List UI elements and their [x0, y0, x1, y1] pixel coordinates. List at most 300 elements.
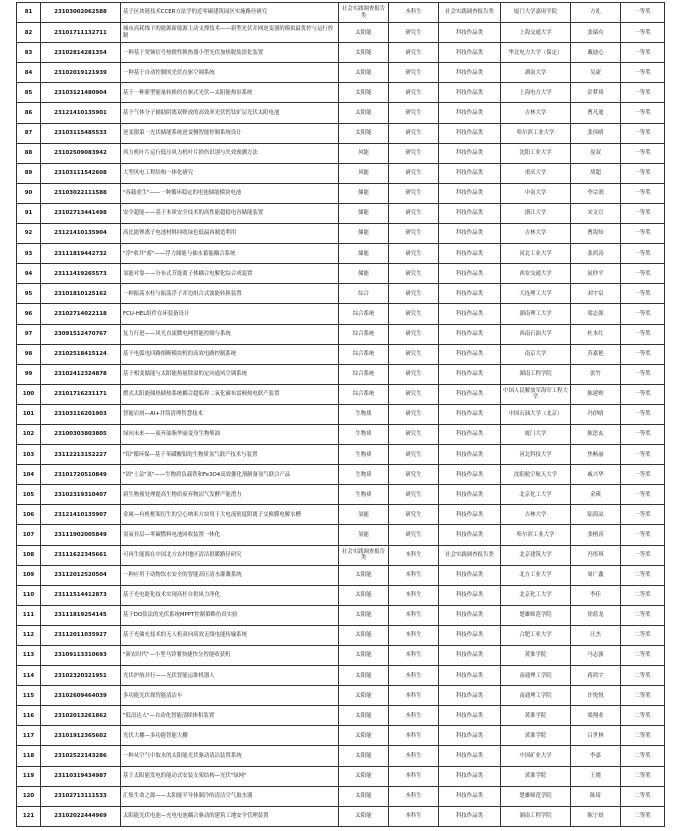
table-row [17, 404, 665, 424]
project-title: 基于光储充技术的无人机双向高效无线电能传输系统 [121, 625, 339, 645]
school-name: 中国人民解放军海军工程大学 [501, 384, 571, 404]
category: 综合系统 [339, 324, 389, 344]
school-name: 中国石油大学（北京） [501, 404, 571, 424]
student-level: 本科生 [389, 565, 439, 585]
table-row [17, 485, 665, 505]
leader-name: 蒋鸿宇 [571, 666, 621, 686]
table-row [17, 646, 665, 666]
table-row [17, 264, 665, 284]
prize-level: 一等奖 [621, 143, 665, 163]
school-name: 湖南大学 [501, 63, 571, 83]
project-title: "固"土益"氢"——生物质负载铁和Fe3O4高效催化剂制备氢气联合产品 [121, 465, 339, 485]
row-number: 89 [17, 163, 41, 183]
award-table-body [17, 3, 665, 827]
row-number: 107 [17, 525, 41, 545]
leader-name: 陈宁晨 [571, 806, 621, 826]
category: 综合系统 [339, 304, 389, 324]
school-name: 楚雄师范学院 [501, 605, 571, 625]
leader-name: 周广鑫 [571, 565, 621, 585]
school-name: 厦门大学 [501, 424, 571, 444]
project-title: 城市高耗线下的能源新能源主动支撑技术——新型光伏并网逆变器的模拟最优控与运行控制 [121, 23, 339, 43]
work-type: 科技作品类 [439, 686, 501, 706]
entry-id: 23111514412873 [41, 585, 121, 605]
row-number: 90 [17, 183, 41, 203]
entry-id: 23111902005849 [41, 525, 121, 545]
work-type: 科技作品类 [439, 344, 501, 364]
project-title: 基于电弧电回路熔断模块机的高效电路控制系统 [121, 344, 339, 364]
entry-id: 23111419265573 [41, 264, 121, 284]
entry-id: 23112012520504 [41, 565, 121, 585]
school-name: 大连理工大学 [501, 284, 571, 304]
prize-level: 一等奖 [621, 203, 665, 223]
prize-level: 二等奖 [621, 605, 665, 625]
category: 储能 [339, 183, 389, 203]
row-number: 113 [17, 646, 41, 666]
school-name: 湖南工程学院 [501, 806, 571, 826]
category: 储能 [339, 244, 389, 264]
work-type: 科技作品类 [439, 485, 501, 505]
work-type: 科技作品类 [439, 244, 501, 264]
entry-id: 23101720510849 [41, 465, 121, 485]
table-row [17, 23, 665, 43]
school-name: 楚雄师范学院 [501, 786, 571, 806]
student-level: 研究生 [389, 465, 439, 485]
table-row [17, 666, 665, 686]
leader-name: 冯彤琪 [571, 545, 621, 565]
entry-id: 23111622345661 [41, 545, 121, 565]
leader-name: 许悦悦 [571, 686, 621, 706]
row-number: 111 [17, 605, 41, 625]
student-level: 研究生 [389, 364, 439, 384]
school-name: 上海电力大学 [501, 83, 571, 103]
row-number: 92 [17, 224, 41, 244]
category: 太阳能 [339, 103, 389, 123]
school-name: 河北工业大学 [501, 244, 571, 264]
row-number: 81 [17, 3, 41, 23]
student-level: 本科生 [389, 726, 439, 746]
student-level: 研究生 [389, 344, 439, 364]
work-type: 科技作品类 [439, 224, 501, 244]
student-level: 本科生 [389, 806, 439, 826]
project-title: 高比能锂离子电池材料回收绿色低温再制造利用 [121, 224, 339, 244]
school-name: 华北电力大学（保定） [501, 43, 571, 63]
entry-id: 23102713441498 [41, 203, 121, 223]
leader-name: 张鸿涛 [571, 244, 621, 264]
student-level: 本科生 [389, 646, 439, 666]
project-title: 一种振荡水柱与振荡浮子并边组合式波能转换装置 [121, 284, 339, 304]
prize-level: 二等奖 [621, 786, 665, 806]
work-type: 科技作品类 [439, 143, 501, 163]
category: 风能 [339, 163, 389, 183]
leader-name: 陈思玄 [571, 424, 621, 444]
student-level: 本科生 [389, 686, 439, 706]
work-type: 科技作品类 [439, 465, 501, 485]
leader-name: 吴豪 [571, 63, 621, 83]
leader-name: 屈仲平 [571, 264, 621, 284]
prize-level: 一等奖 [621, 284, 665, 304]
entry-id: 23102714022118 [41, 304, 121, 324]
leader-name: 梁志强 [571, 304, 621, 324]
category: 太阳能 [339, 686, 389, 706]
row-number: 108 [17, 545, 41, 565]
prize-level: 一等奖 [621, 545, 665, 565]
project-title: 可再生能源在中国北方农村地区清洁供暖路径研究 [121, 545, 339, 565]
entry-id: 23102509083942 [41, 143, 121, 163]
student-level: 本科生 [389, 746, 439, 766]
table-row [17, 244, 665, 264]
row-number: 97 [17, 324, 41, 344]
leader-name: 李佳 [571, 585, 621, 605]
row-number: 82 [17, 23, 41, 43]
category: 太阳能 [339, 565, 389, 585]
entry-id: 23102518415124 [41, 344, 121, 364]
project-title: "浮"收并"蓄"——浮力储能与抽水蓄能耦合系统 [121, 244, 339, 264]
student-level: 研究生 [389, 485, 439, 505]
school-name: 哈尔滨工业大学 [501, 525, 571, 545]
leader-name: 原双 [571, 143, 621, 163]
work-type: 社会实践调查报告类 [439, 3, 501, 23]
entry-id: 23102320321951 [41, 666, 121, 686]
student-level: 研究生 [389, 183, 439, 203]
table-row [17, 83, 665, 103]
row-number: 93 [17, 244, 41, 264]
entry-id: 23101711132711 [41, 23, 121, 43]
project-title: 一种基于自动控制的光伏直驱空调系统 [121, 63, 339, 83]
row-number: 120 [17, 786, 41, 806]
student-level: 本科生 [389, 585, 439, 605]
category: 综合系统 [339, 384, 389, 404]
school-name: 西安交通大学 [501, 264, 571, 284]
entry-id: 23091512470767 [41, 324, 121, 344]
work-type: 科技作品类 [439, 605, 501, 625]
category: 太阳能 [339, 806, 389, 826]
row-number: 115 [17, 686, 41, 706]
entry-id: 23103121480904 [41, 83, 121, 103]
table-row [17, 585, 665, 605]
award-table [16, 2, 665, 827]
category: 太阳能 [339, 646, 389, 666]
prize-level: 一等奖 [621, 103, 665, 123]
prize-level: 二等奖 [621, 726, 665, 746]
work-type: 科技作品类 [439, 585, 501, 605]
work-type: 科技作品类 [439, 43, 501, 63]
entry-id: 23121410135907 [41, 505, 121, 525]
prize-level: 一等奖 [621, 304, 665, 324]
entry-id: 23102522143286 [41, 746, 121, 766]
student-level: 研究生 [389, 143, 439, 163]
category: 太阳能 [339, 23, 389, 43]
table-row [17, 103, 665, 123]
entry-id: 23101716231171 [41, 384, 121, 404]
work-type: 科技作品类 [439, 565, 501, 585]
school-name: 沈阳工业大学 [501, 143, 571, 163]
category: 太阳能 [339, 585, 389, 605]
school-name: 重庆大学 [501, 163, 571, 183]
row-number: 119 [17, 766, 41, 786]
school-name: 吉林大学 [501, 103, 571, 123]
leader-name: 张伟晴 [571, 123, 621, 143]
table-row [17, 424, 665, 444]
prize-level: 一等奖 [621, 344, 665, 364]
category: 太阳能 [339, 123, 389, 143]
student-level: 本科生 [389, 666, 439, 686]
category: 储能 [339, 203, 389, 223]
student-level: 研究生 [389, 43, 439, 63]
project-title: 复力行进——风光直流微电网智能控制与系统 [121, 324, 339, 344]
leader-name: 张瑞有 [571, 23, 621, 43]
work-type: 科技作品类 [439, 445, 501, 465]
school-name: 南通理工学院 [501, 666, 571, 686]
category: 太阳能 [339, 766, 389, 786]
entry-id: 23101810125162 [41, 284, 121, 304]
student-level: 本科生 [389, 605, 439, 625]
leader-name: 戴迪心 [571, 43, 621, 63]
row-number: 106 [17, 505, 41, 525]
project-title: 基于区块链技术CCER方法学的近零碳建筑园区实施路径研究 [121, 3, 339, 23]
student-level: 本科生 [389, 786, 439, 806]
student-level: 研究生 [389, 224, 439, 244]
row-number: 100 [17, 384, 41, 404]
school-name: 中国矿业大学 [501, 746, 571, 766]
work-type: 社会实践调查报告类 [439, 545, 501, 565]
category: 太阳能 [339, 706, 389, 726]
leader-name: 彭梦琦 [571, 83, 621, 103]
table-row [17, 284, 665, 304]
student-level: 本科生 [389, 545, 439, 565]
school-name: 厦门大学嘉庚学院 [501, 3, 571, 23]
school-name: 吉林大学 [501, 224, 571, 244]
table-row [17, 123, 665, 143]
work-type: 科技作品类 [439, 646, 501, 666]
student-level: 研究生 [389, 203, 439, 223]
category: 储能 [339, 224, 389, 244]
prize-level: 二等奖 [621, 746, 665, 766]
table-row [17, 505, 665, 525]
student-level: 研究生 [389, 525, 439, 545]
student-level: 研究生 [389, 404, 439, 424]
row-number: 116 [17, 706, 41, 726]
entry-id: 23111819254145 [41, 605, 121, 625]
category: 生物质 [339, 465, 389, 485]
table-row [17, 786, 665, 806]
category: 太阳能 [339, 83, 389, 103]
leader-name: 汪杰 [571, 625, 621, 645]
work-type: 科技作品类 [439, 123, 501, 143]
school-name: 北京化工大学 [501, 485, 571, 505]
prize-level: 一等奖 [621, 224, 665, 244]
row-number: 94 [17, 264, 41, 284]
table-row [17, 324, 665, 344]
category: 储能 [339, 264, 389, 284]
leader-name: 方礼 [571, 3, 621, 23]
row-number: 121 [17, 806, 41, 826]
school-name: 黄淮学院 [501, 706, 571, 726]
row-number: 98 [17, 344, 41, 364]
category: 生物质 [339, 424, 389, 444]
row-number: 88 [17, 143, 41, 163]
school-name: 哈尔滨工业大学 [501, 123, 571, 143]
leader-name: 张竹 [571, 364, 621, 384]
project-title: 基于一种新型能量转换的直驱式光伏—太阳能热泵系统 [121, 83, 339, 103]
school-name: 北京化工大学 [501, 585, 571, 605]
category: 综合系统 [339, 344, 389, 364]
category: 太阳能 [339, 786, 389, 806]
prize-level: 一等奖 [621, 465, 665, 485]
leader-name: 冯伊晴 [571, 404, 621, 424]
school-name: 黄淮学院 [501, 646, 571, 666]
table-row [17, 143, 665, 163]
row-number: 99 [17, 364, 41, 384]
category: 综合 [339, 284, 389, 304]
school-name: 北京建筑大学 [501, 545, 571, 565]
prize-level: 一等奖 [621, 264, 665, 284]
table-row [17, 364, 665, 384]
work-type: 科技作品类 [439, 284, 501, 304]
student-level: 研究生 [389, 384, 439, 404]
entry-id: 23102412324878 [41, 364, 121, 384]
table-row [17, 224, 665, 244]
work-type: 科技作品类 [439, 746, 501, 766]
student-level: 研究生 [389, 505, 439, 525]
row-number: 96 [17, 304, 41, 324]
prize-level: 一等奖 [621, 485, 665, 505]
entry-id: 23103116201903 [41, 404, 121, 424]
row-number: 104 [17, 465, 41, 485]
student-level: 本科生 [389, 766, 439, 786]
row-number: 91 [17, 203, 41, 223]
entry-id: 23102713111533 [41, 786, 121, 806]
row-number: 112 [17, 625, 41, 645]
project-title: "容载重生"——一种循环稳定的电池储能模块电池 [121, 183, 339, 203]
entry-id: 23121410135904 [41, 224, 121, 244]
student-level: 研究生 [389, 284, 439, 304]
school-name: 湖南理工大学 [501, 304, 571, 324]
work-type: 科技作品类 [439, 625, 501, 645]
entry-id: 23102022444969 [41, 806, 121, 826]
prize-level: 一等奖 [621, 505, 665, 525]
prize-level: 一等奖 [621, 183, 665, 203]
leader-name: 陆海凉 [571, 505, 621, 525]
entry-id: 23110319434987 [41, 766, 121, 786]
table-row [17, 746, 665, 766]
category: 生物质 [339, 404, 389, 424]
category: 社会实践调查报告类 [339, 545, 389, 565]
school-name: 黄淮学院 [501, 726, 571, 746]
row-number: 101 [17, 404, 41, 424]
leader-name: 张榕涛 [571, 525, 621, 545]
project-title: 光伏大棚—多功能智能大棚 [121, 726, 339, 746]
prize-level: 二等奖 [621, 565, 665, 585]
work-type: 科技作品类 [439, 384, 501, 404]
work-type: 科技作品类 [439, 424, 501, 444]
category: 太阳能 [339, 726, 389, 746]
project-title: 智能岩屑—AI+井筒清理智慧技术 [121, 404, 339, 424]
work-type: 科技作品类 [439, 525, 501, 545]
student-level: 研究生 [389, 83, 439, 103]
student-level: 研究生 [389, 123, 439, 143]
entry-id: 23102013261862 [41, 706, 121, 726]
prize-level: 二等奖 [621, 706, 665, 726]
work-type: 科技作品类 [439, 706, 501, 726]
student-level: 研究生 [389, 163, 439, 183]
leader-name: 马志强 [571, 646, 621, 666]
student-level: 研究生 [389, 304, 439, 324]
entry-id: 23112011035927 [41, 625, 121, 645]
school-name: 黄淮学院 [501, 766, 571, 786]
category: 太阳能 [339, 625, 389, 645]
work-type: 科技作品类 [439, 505, 501, 525]
row-number: 103 [17, 445, 41, 465]
school-name: 合肥工业大学 [501, 625, 571, 645]
table-row [17, 63, 665, 83]
leader-name: 王晓 [571, 766, 621, 786]
work-type: 科技作品类 [439, 203, 501, 223]
row-number: 102 [17, 424, 41, 444]
student-level: 研究生 [389, 324, 439, 344]
work-type: 科技作品类 [439, 766, 501, 786]
school-name: 南通理工学院 [501, 686, 571, 706]
project-title: 基于气体分子辅助阴离双释放的高效率光伏钙钛矿层光伏太阳电池 [121, 103, 339, 123]
category: 太阳能 [339, 43, 389, 63]
table-row [17, 384, 665, 404]
prize-level: 一等奖 [621, 3, 665, 23]
prize-level: 一等奖 [621, 364, 665, 384]
school-name: 北方工业大学 [501, 565, 571, 585]
table-row [17, 3, 665, 23]
work-type: 科技作品类 [439, 183, 501, 203]
table-row [17, 726, 665, 746]
table-row [17, 203, 665, 223]
entry-id: 23111819442732 [41, 244, 121, 264]
student-level: 本科生 [389, 625, 439, 645]
row-number: 84 [17, 63, 41, 83]
leader-name: 曹海知 [571, 224, 621, 244]
row-number: 114 [17, 666, 41, 686]
prize-level: 一等奖 [621, 123, 665, 143]
prize-level: 一等奖 [621, 244, 665, 264]
project-title: 基于DO算法的光伏系统MPPT控制策略仿真实验 [121, 605, 339, 625]
project-title: 新生物预处理提高生物质废弃物沼气发酵产能潜力 [121, 485, 339, 505]
leader-name: 苏嘉艳 [571, 344, 621, 364]
project-title: 一种应用于动物饮水安全的智能高压清水灌溉系统 [121, 565, 339, 585]
student-level: 研究生 [389, 244, 439, 264]
student-level: 研究生 [389, 264, 439, 284]
project-title: 燃式太阳能储热储热系统耦合超临界二氧化碳布雷顿热电联产装置 [121, 384, 339, 404]
work-type: 科技作品类 [439, 63, 501, 83]
work-type: 科技作品类 [439, 806, 501, 826]
project-title: 氢能对靠——分布式节能离子体耦合电解化综合成装置 [121, 264, 339, 284]
project-title: 汇集生命之源——太阳能半导体制冷的清洁空气取水器 [121, 786, 339, 806]
project-title: "新农时代"—小型马铃薯快捷快分智能收获机 [121, 646, 339, 666]
prize-level: 一等奖 [621, 404, 665, 424]
school-name: 中南大学 [501, 183, 571, 203]
school-name: 沈阳航空航天大学 [501, 465, 571, 485]
table-row [17, 625, 665, 645]
leader-name: 宋文宣 [571, 203, 621, 223]
work-type: 科技作品类 [439, 264, 501, 284]
leader-name: 焦畅丽 [571, 445, 621, 465]
table-row [17, 344, 665, 364]
category: 氢能 [339, 505, 389, 525]
work-type: 科技作品类 [439, 786, 501, 806]
entry-id: 23102814281354 [41, 43, 121, 63]
row-number: 110 [17, 585, 41, 605]
entry-id: 23100303803805 [41, 424, 121, 444]
project-title: "铝"循环保—基于苯磺酸铝的生物质氢气联产技术与装置 [121, 445, 339, 465]
work-type: 科技作品类 [439, 364, 501, 384]
leader-name: 戚兴华 [571, 465, 621, 485]
prize-level: 一等奖 [621, 23, 665, 43]
